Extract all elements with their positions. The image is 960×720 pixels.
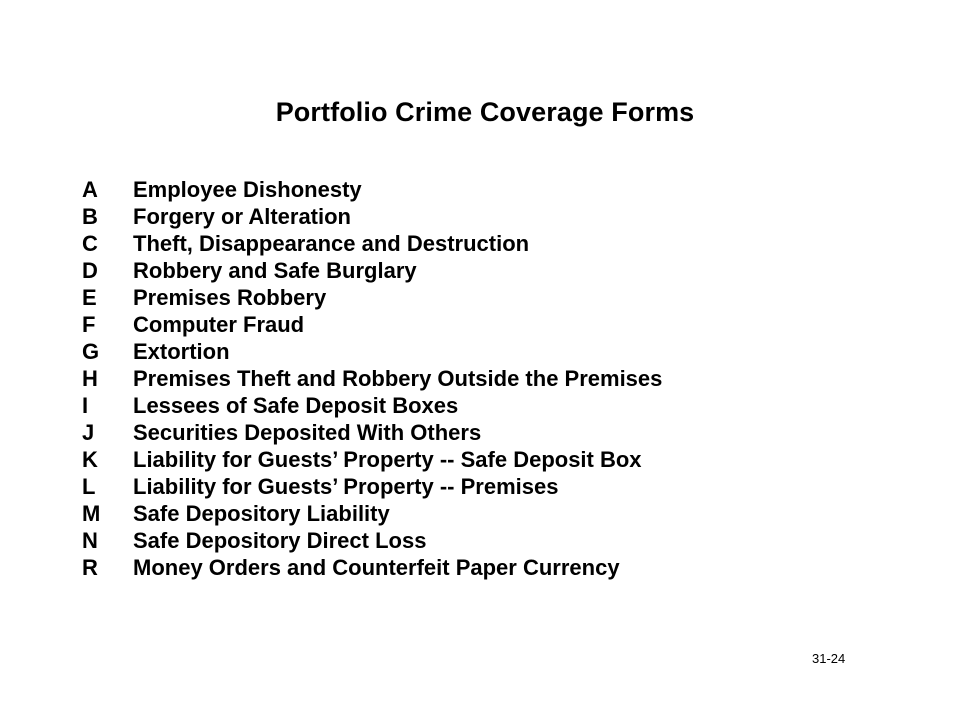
coverage-form-item bbox=[82, 419, 662, 446]
coverage-form-letter: G bbox=[82, 339, 100, 364]
coverage-form-name: Liability for Guests’ Property -- Safe Deposit Box bbox=[133, 447, 642, 472]
coverage-form-name: Computer Fraud bbox=[133, 312, 305, 337]
coverage-form-item bbox=[82, 257, 662, 284]
coverage-form-name: Lessees of Safe Deposit Boxes bbox=[133, 393, 459, 418]
coverage-form-name: Safe Depository Direct Loss bbox=[133, 528, 427, 553]
coverage-form-item bbox=[82, 230, 662, 257]
coverage-form-letter: L bbox=[82, 474, 96, 499]
coverage-form-letter: J bbox=[82, 420, 95, 445]
coverage-form-item bbox=[82, 284, 662, 311]
coverage-form-name: Theft, Disappearance and Destruction bbox=[133, 231, 530, 256]
coverage-form-letter: F bbox=[82, 312, 96, 337]
coverage-form-letter: E bbox=[82, 285, 97, 310]
coverage-form-letter: N bbox=[82, 528, 98, 553]
coverage-form-name: Securities Deposited With Others bbox=[133, 420, 482, 445]
slide-title: Portfolio Crime Coverage Forms bbox=[275, 97, 695, 127]
coverage-form-item bbox=[82, 203, 662, 230]
coverage-form-name: Premises Robbery bbox=[133, 285, 327, 310]
coverage-form-name: Money Orders and Counterfeit Paper Currency bbox=[133, 555, 620, 580]
coverage-form-letter: C bbox=[82, 231, 98, 256]
coverage-form-list bbox=[82, 176, 662, 581]
coverage-form-item bbox=[82, 527, 662, 554]
coverage-form-letter: B bbox=[82, 204, 98, 229]
coverage-form-item bbox=[82, 176, 662, 203]
coverage-form-letter: I bbox=[82, 393, 89, 418]
coverage-form-name: Safe Depository Liability bbox=[133, 501, 390, 526]
coverage-form-name: Employee Dishonesty bbox=[133, 177, 362, 202]
coverage-form-item bbox=[82, 392, 662, 419]
coverage-form-item bbox=[82, 338, 662, 365]
coverage-form-item bbox=[82, 311, 662, 338]
coverage-form-name: Robbery and Safe Burglary bbox=[133, 258, 417, 283]
coverage-form-letter: H bbox=[82, 366, 98, 391]
coverage-form-name: Premises Theft and Robbery Outside the Premises bbox=[133, 366, 663, 391]
coverage-form-item bbox=[82, 554, 662, 581]
coverage-form-letter: D bbox=[82, 258, 98, 283]
coverage-form-item bbox=[82, 446, 662, 473]
coverage-form-name: Extortion bbox=[133, 339, 230, 364]
coverage-form-item bbox=[82, 500, 662, 527]
coverage-form-letter: A bbox=[82, 177, 98, 202]
coverage-form-letter: M bbox=[82, 501, 101, 526]
coverage-form-letter: K bbox=[82, 447, 98, 472]
coverage-form-name: Forgery or Alteration bbox=[133, 204, 351, 229]
slide-page-number: 31-24 bbox=[812, 651, 846, 666]
coverage-form-letter: R bbox=[82, 555, 98, 580]
coverage-form-item bbox=[82, 473, 662, 500]
coverage-form-name: Liability for Guests’ Property -- Premises bbox=[133, 474, 559, 499]
coverage-form-item bbox=[82, 365, 662, 392]
